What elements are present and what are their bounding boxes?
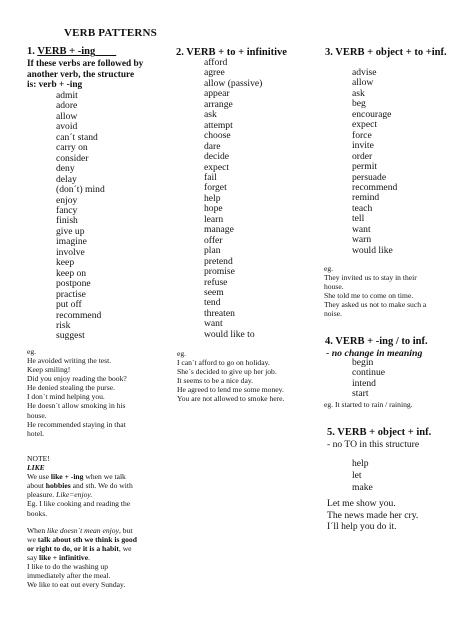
verb-item: allow (passive)	[204, 77, 263, 89]
verb-item: postpone	[56, 278, 91, 290]
note-line: Eg. I like cooking and reading the	[27, 499, 131, 509]
verb-item: pretend	[204, 255, 233, 267]
note-line: books.	[27, 508, 48, 518]
verb-item: admit	[56, 90, 78, 101]
intro-line: is: verb + -ing	[27, 80, 83, 90]
verb-item: recommend	[56, 309, 102, 321]
section-5-heading: 5. VERB + object + inf.	[327, 427, 432, 438]
verb-item: deny	[56, 163, 75, 175]
example-line: It seems to be a nice day.	[177, 376, 254, 386]
verb-item: persuade	[352, 171, 387, 183]
intro-line: If these verbs are followed by	[27, 59, 144, 69]
verb-item: can´t stand	[56, 131, 98, 143]
section-4-verb-list	[352, 358, 385, 400]
section-4-heading: 4. VERB + -ing / to inf.	[325, 336, 428, 347]
verb-item: enjoy	[56, 194, 78, 206]
example-line: She´s decided to give up her job.	[177, 367, 277, 377]
note-title: NOTE!	[27, 454, 50, 463]
verb-item: afford	[204, 57, 228, 68]
example-line: I don´t mind helping you.	[27, 392, 105, 402]
verb-item: threaten	[204, 307, 235, 319]
verb-item: continue	[352, 367, 386, 379]
page-title: VERB PATTERNS	[64, 27, 157, 39]
section-3-verb-list	[352, 68, 397, 256]
verb-item: fancy	[56, 204, 78, 216]
example-line: He avoided writing the test.	[27, 356, 112, 365]
example-line: He doesn´t allow smoking in his	[27, 401, 126, 411]
verb-item: invite	[352, 140, 374, 152]
note-line: say like + infinitive.	[27, 552, 90, 562]
verb-item: let	[352, 470, 362, 481]
note-line: I like to do the washing up	[27, 562, 108, 572]
note-line: We like to eat out every Sunday.	[27, 580, 126, 590]
verb-item: intend	[352, 377, 376, 389]
note-line: immediately after the meal.	[27, 571, 111, 581]
section-2-eg-label: eg.	[177, 349, 187, 358]
verb-item: want	[352, 223, 371, 235]
verb-item: fail	[204, 171, 217, 183]
verb-item: seem	[204, 286, 224, 298]
verb-item: recommend	[352, 181, 398, 193]
verb-item: imagine	[56, 236, 87, 248]
verb-item: manage	[204, 224, 234, 236]
example-line: noise.	[324, 309, 342, 319]
verb-item: help	[352, 458, 369, 469]
note-line: about hobbies and sth. We do with	[27, 481, 133, 491]
verb-item: suggest	[56, 330, 85, 342]
verb-item: would like	[352, 244, 393, 256]
note-line: pleasure. Like=enjoy.	[27, 490, 93, 500]
section-5-subheading: - no TO in this structure	[327, 439, 420, 450]
verb-item: ask	[204, 109, 217, 121]
verb-item: avoid	[56, 121, 78, 133]
verb-item: permit	[352, 161, 378, 173]
verb-item: expect	[204, 161, 230, 173]
verb-item: force	[352, 129, 372, 141]
verb-item: want	[204, 318, 223, 330]
verb-item: (don´t) mind	[56, 184, 105, 196]
verb-item: encourage	[352, 108, 392, 120]
verb-item: beg	[352, 98, 366, 110]
verb-item: start	[352, 388, 369, 400]
example-line: I can´t afford to go on holiday.	[177, 358, 270, 367]
verb-item: expect	[352, 119, 378, 131]
verb-item: delay	[56, 173, 77, 185]
verb-item: remind	[352, 192, 380, 204]
note-line: We use like + -ing when we talk	[27, 472, 126, 482]
example-line: You are not allowed to smoke here.	[177, 394, 285, 404]
verb-item: order	[352, 150, 373, 162]
note-line: we talk about sth we think is good	[27, 534, 137, 544]
verb-item: plan	[204, 245, 221, 257]
section-4-subheading: - no change in meaning	[326, 348, 423, 359]
section-1-verb-list	[56, 91, 105, 342]
example-line: He agreed to lend me some money.	[177, 385, 284, 395]
section-3-heading: 3. VERB + object + to +inf.	[325, 47, 447, 58]
section-1-examples	[27, 356, 127, 438]
verb-item: keep	[56, 257, 75, 269]
verb-item: promise	[204, 266, 235, 278]
example-line: They invited us to stay in their	[324, 273, 417, 282]
section-3-examples	[324, 273, 426, 318]
verb-item: carry on	[56, 142, 88, 154]
section-2-examples	[177, 358, 284, 403]
section-1-intro	[27, 59, 143, 91]
verb-item: appear	[204, 88, 230, 100]
verb-item: would like to	[204, 328, 255, 340]
section-3-eg-label: eg.	[324, 264, 334, 273]
section-5-verb-list	[352, 458, 373, 494]
verb-item: tell	[352, 213, 365, 225]
verb-item: refuse	[204, 276, 228, 288]
verb-item: keep on	[56, 267, 87, 279]
verb-item: make	[352, 482, 373, 493]
section-1-heading	[27, 46, 116, 57]
note-line: or right to do, or it is a habit, we	[27, 543, 132, 553]
example-line: I´ll help you do it.	[327, 521, 397, 532]
like-note	[27, 454, 177, 589]
example-line: He recommended staying in that	[27, 419, 126, 429]
verb-item: dare	[204, 140, 221, 152]
example-line: Let me show you.	[327, 498, 396, 509]
verb-item: put off	[56, 299, 82, 311]
verb-item: consider	[56, 152, 89, 164]
verb-item: arrange	[204, 98, 233, 110]
example-line: house.	[27, 410, 47, 420]
section-2-verb-list	[204, 58, 262, 340]
section-1-title: VERB + -ing	[37, 46, 96, 57]
verb-item: forget	[204, 182, 227, 194]
verb-item: give up	[56, 225, 85, 237]
example-line: They asked us not to make such a	[324, 300, 427, 310]
verb-item: allow	[56, 110, 78, 122]
verb-item: involve	[56, 246, 85, 258]
verb-item: finish	[56, 215, 78, 227]
verb-item: allow	[352, 77, 374, 89]
section-2-heading: 2. VERB + to + infinitive	[176, 47, 287, 58]
note-line: When like doesn´t mean enjoy, but	[27, 525, 133, 535]
verb-item: ask	[352, 87, 365, 99]
section-1-number: 1.	[27, 46, 38, 57]
verb-item: choose	[204, 130, 231, 142]
example-line: She told me to come on time.	[324, 291, 414, 301]
verb-item: teach	[352, 202, 373, 214]
example-line: Keep smiling!	[27, 365, 71, 375]
verb-item: practise	[56, 288, 86, 300]
example-line: house.	[324, 282, 344, 292]
verb-item: adore	[56, 100, 78, 112]
section-4-example: eg. It started to rain / raining.	[324, 400, 413, 409]
verb-item: hope	[204, 203, 223, 215]
verb-item: help	[204, 192, 221, 204]
verb-item: agree	[204, 67, 225, 79]
verb-item: offer	[204, 234, 223, 246]
example-line: He denied stealing the purse.	[27, 383, 115, 393]
verb-item: learn	[204, 213, 224, 225]
verb-item: tend	[204, 297, 221, 309]
verb-item: advise	[352, 67, 377, 78]
example-line: The news made her cry.	[327, 509, 419, 521]
section-1-eg-label: eg.	[27, 347, 37, 356]
example-line: Did you enjoy reading the book?	[27, 374, 127, 384]
verb-item: begin	[352, 357, 374, 368]
intro-line: another verb, the structure	[27, 69, 135, 80]
example-line: hotel.	[27, 428, 45, 438]
verb-item: warn	[352, 234, 372, 246]
verb-item: risk	[56, 319, 71, 331]
note-like-heading: LIKE	[27, 463, 45, 473]
verb-item: decide	[204, 151, 230, 163]
verb-item: attempt	[204, 119, 233, 131]
section-5-examples	[327, 498, 418, 533]
